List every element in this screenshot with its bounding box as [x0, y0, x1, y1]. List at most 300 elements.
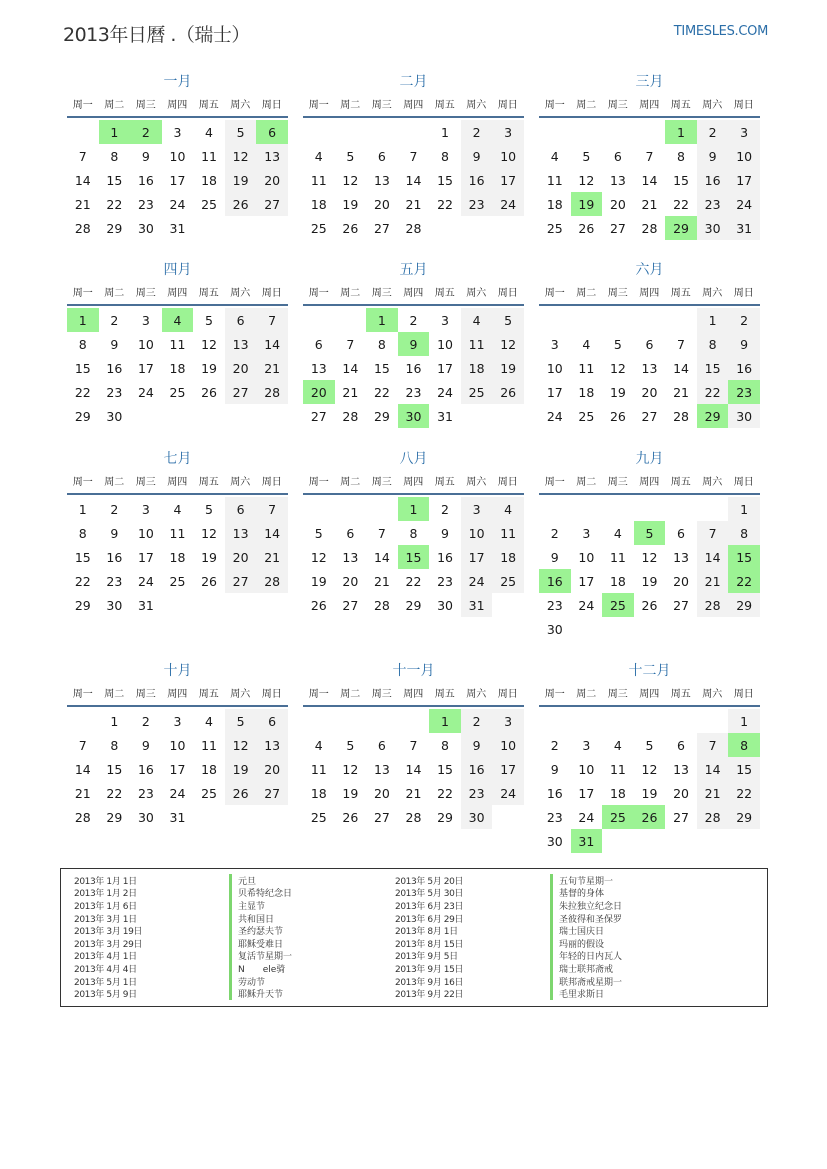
day-cell[interactable]: 28: [405, 809, 422, 825]
day-cell[interactable]: 23: [546, 809, 563, 825]
day-cell[interactable]: 17: [546, 384, 563, 400]
day-cell[interactable]: 13: [673, 761, 689, 777]
day-cell[interactable]: 30: [106, 408, 123, 424]
day-cell[interactable]: 7: [78, 148, 87, 164]
day-cell[interactable]: 21: [342, 384, 359, 400]
day-cell[interactable]: 16: [461, 168, 493, 192]
day-cell[interactable]: 20: [373, 196, 390, 212]
day-cell[interactable]: 3: [141, 312, 150, 328]
day-cell[interactable]: 22: [74, 384, 91, 400]
day-cell[interactable]: 17: [728, 168, 760, 192]
day-cell[interactable]: 20: [673, 785, 689, 801]
day-cell[interactable]: 31: [437, 408, 453, 424]
day-cell[interactable]: 16: [137, 761, 154, 777]
day-cell[interactable]: 14: [405, 172, 422, 188]
day-cell[interactable]: 18: [546, 196, 563, 212]
day-cell[interactable]: 10: [137, 336, 154, 352]
day-cell[interactable]: 10: [728, 144, 760, 168]
day-cell[interactable]: 2: [728, 308, 760, 332]
day-cell[interactable]: 30: [546, 621, 563, 637]
day-cell[interactable]: 5: [205, 501, 213, 517]
day-cell[interactable]: 4: [314, 148, 323, 164]
day-cell[interactable]: 12: [342, 761, 359, 777]
day-cell[interactable]: 8: [728, 521, 760, 545]
day-cell[interactable]: 6: [225, 497, 257, 521]
day-cell[interactable]: 10: [578, 761, 595, 777]
day-cell[interactable]: 11: [609, 549, 626, 565]
day-cell[interactable]: 27: [256, 192, 288, 216]
day-cell[interactable]: 22: [728, 569, 760, 593]
day-cell[interactable]: 1: [665, 120, 697, 144]
day-cell[interactable]: 25: [578, 408, 595, 424]
day-cell[interactable]: 16: [106, 360, 123, 376]
day-cell[interactable]: 5: [314, 525, 323, 541]
day-cell[interactable]: 11: [169, 336, 186, 352]
day-cell[interactable]: 19: [609, 384, 626, 400]
day-cell[interactable]: 17: [578, 573, 595, 589]
day-cell[interactable]: 28: [342, 408, 359, 424]
day-cell[interactable]: 17: [437, 360, 453, 376]
day-cell[interactable]: 8: [728, 733, 760, 757]
day-cell[interactable]: 23: [405, 384, 422, 400]
day-cell[interactable]: 11: [201, 148, 217, 164]
day-cell[interactable]: 26: [310, 597, 327, 613]
day-cell[interactable]: 27: [673, 597, 689, 613]
day-cell[interactable]: 7: [256, 308, 288, 332]
day-cell[interactable]: 28: [373, 597, 390, 613]
day-cell[interactable]: 16: [539, 569, 571, 593]
day-cell[interactable]: 21: [405, 196, 422, 212]
day-cell[interactable]: 27: [310, 408, 327, 424]
day-cell[interactable]: 21: [373, 573, 390, 589]
day-cell[interactable]: 13: [225, 332, 257, 356]
day-cell[interactable]: 24: [437, 384, 453, 400]
day-cell[interactable]: 22: [673, 196, 689, 212]
day-cell[interactable]: 28: [673, 408, 689, 424]
day-cell[interactable]: 23: [106, 384, 123, 400]
day-cell[interactable]: 12: [578, 172, 595, 188]
day-cell[interactable]: 25: [201, 785, 217, 801]
day-cell[interactable]: 29: [74, 408, 91, 424]
day-cell[interactable]: 29: [106, 220, 123, 236]
day-cell[interactable]: 7: [256, 497, 288, 521]
day-cell[interactable]: 3: [582, 525, 591, 541]
day-cell[interactable]: 20: [256, 168, 288, 192]
day-cell[interactable]: 6: [377, 737, 386, 753]
day-cell[interactable]: 24: [137, 384, 154, 400]
day-cell[interactable]: 24: [137, 573, 154, 589]
day-cell[interactable]: 23: [461, 781, 493, 805]
day-cell[interactable]: 6: [677, 525, 685, 541]
day-cell[interactable]: 7: [697, 521, 729, 545]
day-cell[interactable]: 22: [697, 380, 729, 404]
day-cell[interactable]: 10: [546, 360, 563, 376]
day-cell[interactable]: 30: [461, 805, 493, 829]
day-cell[interactable]: 23: [546, 597, 563, 613]
day-cell[interactable]: 2: [409, 312, 418, 328]
day-cell[interactable]: 15: [74, 360, 91, 376]
day-cell[interactable]: 21: [256, 545, 288, 569]
day-cell[interactable]: 26: [342, 809, 359, 825]
day-cell[interactable]: 3: [492, 120, 524, 144]
day-cell[interactable]: 3: [728, 120, 760, 144]
day-cell[interactable]: 2: [550, 737, 559, 753]
day-cell[interactable]: 3: [141, 501, 150, 517]
day-cell[interactable]: 14: [697, 545, 729, 569]
day-cell[interactable]: 11: [310, 172, 327, 188]
day-cell[interactable]: 14: [373, 549, 390, 565]
day-cell[interactable]: 12: [201, 525, 217, 541]
day-cell[interactable]: 22: [373, 384, 390, 400]
day-cell[interactable]: 18: [609, 573, 626, 589]
day-cell[interactable]: 21: [74, 196, 91, 212]
day-cell[interactable]: 3: [173, 124, 182, 140]
day-cell[interactable]: 12: [310, 549, 327, 565]
day-cell[interactable]: 12: [609, 360, 626, 376]
day-cell[interactable]: 9: [141, 737, 150, 753]
day-cell[interactable]: 17: [578, 785, 595, 801]
day-cell[interactable]: 8: [110, 737, 119, 753]
day-cell[interactable]: 31: [137, 597, 154, 613]
day-cell[interactable]: 20: [373, 785, 390, 801]
day-cell[interactable]: 14: [256, 332, 288, 356]
day-cell[interactable]: 13: [609, 172, 626, 188]
day-cell[interactable]: 16: [137, 172, 154, 188]
day-cell[interactable]: 15: [398, 545, 430, 569]
day-cell[interactable]: 26: [578, 220, 595, 236]
day-cell[interactable]: 15: [673, 172, 689, 188]
day-cell[interactable]: 19: [225, 168, 257, 192]
day-cell[interactable]: 30: [106, 597, 123, 613]
day-cell[interactable]: 9: [110, 336, 119, 352]
day-cell[interactable]: 24: [728, 192, 760, 216]
day-cell[interactable]: 5: [225, 709, 257, 733]
day-cell[interactable]: 2: [141, 713, 150, 729]
day-cell[interactable]: 5: [346, 737, 355, 753]
day-cell[interactable]: 24: [578, 597, 595, 613]
day-cell[interactable]: 19: [342, 196, 359, 212]
day-cell[interactable]: 29: [74, 597, 91, 613]
day-cell[interactable]: 14: [74, 761, 91, 777]
day-cell[interactable]: 16: [106, 549, 123, 565]
day-cell[interactable]: 31: [461, 593, 493, 617]
day-cell[interactable]: 15: [437, 761, 453, 777]
day-cell[interactable]: 18: [578, 384, 595, 400]
day-cell[interactable]: 1: [429, 709, 461, 733]
day-cell[interactable]: 10: [461, 521, 493, 545]
day-cell[interactable]: 17: [492, 757, 524, 781]
day-cell[interactable]: 26: [225, 781, 257, 805]
day-cell[interactable]: 26: [641, 597, 658, 613]
day-cell[interactable]: 15: [106, 172, 123, 188]
day-cell[interactable]: 8: [441, 148, 449, 164]
day-cell[interactable]: 10: [492, 144, 524, 168]
day-cell[interactable]: 23: [137, 785, 154, 801]
day-cell[interactable]: 28: [74, 220, 91, 236]
day-cell[interactable]: 10: [437, 336, 453, 352]
day-cell[interactable]: 24: [546, 408, 563, 424]
day-cell[interactable]: 26: [342, 220, 359, 236]
day-cell[interactable]: 13: [373, 761, 390, 777]
day-cell[interactable]: 15: [373, 360, 390, 376]
day-cell[interactable]: 2: [441, 501, 449, 517]
day-cell[interactable]: 3: [173, 713, 182, 729]
day-cell[interactable]: 22: [74, 573, 91, 589]
day-cell[interactable]: 4: [613, 737, 622, 753]
day-cell[interactable]: 4: [461, 308, 493, 332]
day-cell[interactable]: 19: [201, 360, 217, 376]
day-cell[interactable]: 25: [310, 220, 327, 236]
day-cell[interactable]: 6: [346, 525, 355, 541]
day-cell[interactable]: 21: [405, 785, 422, 801]
day-cell[interactable]: 22: [106, 785, 123, 801]
day-cell[interactable]: 1: [697, 308, 729, 332]
day-cell[interactable]: 7: [78, 737, 87, 753]
day-cell[interactable]: 4: [173, 501, 182, 517]
day-cell[interactable]: 9: [441, 525, 449, 541]
day-cell[interactable]: 18: [201, 761, 217, 777]
day-cell[interactable]: 12: [225, 144, 257, 168]
day-cell[interactable]: 20: [256, 757, 288, 781]
day-cell[interactable]: 2: [697, 120, 729, 144]
day-cell[interactable]: 26: [201, 384, 217, 400]
day-cell[interactable]: 1: [728, 497, 760, 521]
day-cell[interactable]: 24: [578, 809, 595, 825]
day-cell[interactable]: 25: [602, 805, 634, 829]
day-cell[interactable]: 9: [550, 761, 559, 777]
day-cell[interactable]: 10: [169, 737, 186, 753]
day-cell[interactable]: 26: [225, 192, 257, 216]
day-cell[interactable]: 29: [437, 809, 453, 825]
day-cell[interactable]: 25: [492, 569, 524, 593]
day-cell[interactable]: 19: [201, 549, 217, 565]
day-cell[interactable]: 9: [398, 332, 430, 356]
day-cell[interactable]: 9: [461, 144, 493, 168]
day-cell[interactable]: 11: [609, 761, 626, 777]
day-cell[interactable]: 13: [225, 521, 257, 545]
day-cell[interactable]: 1: [366, 308, 398, 332]
day-cell[interactable]: 24: [492, 781, 524, 805]
day-cell[interactable]: 11: [546, 172, 563, 188]
day-cell[interactable]: 10: [578, 549, 595, 565]
day-cell[interactable]: 16: [437, 549, 453, 565]
day-cell[interactable]: 13: [310, 360, 327, 376]
day-cell[interactable]: 29: [697, 404, 729, 428]
day-cell[interactable]: 9: [550, 549, 559, 565]
day-cell[interactable]: 6: [377, 148, 386, 164]
day-cell[interactable]: 1: [728, 709, 760, 733]
day-cell[interactable]: 13: [641, 360, 658, 376]
day-cell[interactable]: 17: [137, 360, 154, 376]
day-cell[interactable]: 6: [256, 709, 288, 733]
day-cell[interactable]: 8: [377, 336, 386, 352]
day-cell[interactable]: 19: [492, 356, 524, 380]
day-cell[interactable]: 17: [169, 761, 186, 777]
day-cell[interactable]: 28: [405, 220, 422, 236]
day-cell[interactable]: 18: [461, 356, 493, 380]
day-cell[interactable]: 28: [697, 805, 729, 829]
day-cell[interactable]: 23: [437, 573, 453, 589]
day-cell[interactable]: 12: [641, 549, 658, 565]
day-cell[interactable]: 28: [256, 380, 288, 404]
day-cell[interactable]: 27: [225, 380, 257, 404]
day-cell[interactable]: 24: [169, 196, 186, 212]
day-cell[interactable]: 15: [437, 172, 453, 188]
day-cell[interactable]: 1: [67, 308, 99, 332]
day-cell[interactable]: 16: [405, 360, 422, 376]
day-cell[interactable]: 14: [697, 757, 729, 781]
day-cell[interactable]: 6: [314, 336, 323, 352]
day-cell[interactable]: 17: [492, 168, 524, 192]
day-cell[interactable]: 31: [169, 220, 186, 236]
day-cell[interactable]: 21: [697, 569, 729, 593]
day-cell[interactable]: 3: [492, 709, 524, 733]
day-cell[interactable]: 6: [256, 120, 288, 144]
day-cell[interactable]: 5: [634, 521, 666, 545]
day-cell[interactable]: 2: [110, 501, 119, 517]
day-cell[interactable]: 16: [461, 757, 493, 781]
day-cell[interactable]: 21: [74, 785, 91, 801]
day-cell[interactable]: 20: [609, 196, 626, 212]
day-cell[interactable]: 2: [110, 312, 119, 328]
day-cell[interactable]: 28: [74, 809, 91, 825]
day-cell[interactable]: 3: [461, 497, 493, 521]
day-cell[interactable]: 18: [169, 549, 186, 565]
day-cell[interactable]: 30: [437, 597, 453, 613]
day-cell[interactable]: 15: [728, 757, 760, 781]
day-cell[interactable]: 30: [398, 404, 430, 428]
day-cell[interactable]: 28: [697, 593, 729, 617]
day-cell[interactable]: 11: [578, 360, 595, 376]
day-cell[interactable]: 21: [673, 384, 689, 400]
day-cell[interactable]: 5: [613, 336, 622, 352]
day-cell[interactable]: 30: [137, 220, 154, 236]
day-cell[interactable]: 6: [613, 148, 622, 164]
day-cell[interactable]: 11: [310, 761, 327, 777]
day-cell[interactable]: 10: [492, 733, 524, 757]
day-cell[interactable]: 20: [225, 545, 257, 569]
day-cell[interactable]: 14: [405, 761, 422, 777]
day-cell[interactable]: 24: [169, 785, 186, 801]
day-cell[interactable]: 25: [169, 384, 186, 400]
day-cell[interactable]: 4: [582, 336, 591, 352]
day-cell[interactable]: 13: [673, 549, 689, 565]
day-cell[interactable]: 7: [409, 737, 418, 753]
day-cell[interactable]: 4: [314, 737, 323, 753]
day-cell[interactable]: 29: [728, 805, 760, 829]
day-cell[interactable]: 22: [437, 196, 453, 212]
day-cell[interactable]: 25: [602, 593, 634, 617]
day-cell[interactable]: 12: [641, 761, 658, 777]
day-cell[interactable]: 15: [697, 356, 729, 380]
day-cell[interactable]: 15: [728, 545, 760, 569]
day-cell[interactable]: 4: [205, 713, 213, 729]
day-cell[interactable]: 5: [582, 148, 591, 164]
day-cell[interactable]: 23: [697, 192, 729, 216]
day-cell[interactable]: 25: [546, 220, 563, 236]
day-cell[interactable]: 24: [461, 569, 493, 593]
day-cell[interactable]: 25: [169, 573, 186, 589]
day-cell[interactable]: 18: [201, 172, 217, 188]
day-cell[interactable]: 21: [697, 781, 729, 805]
day-cell[interactable]: 23: [137, 196, 154, 212]
day-cell[interactable]: 7: [409, 148, 418, 164]
day-cell[interactable]: 13: [342, 549, 359, 565]
day-cell[interactable]: 11: [492, 521, 524, 545]
day-cell[interactable]: 26: [634, 805, 666, 829]
day-cell[interactable]: 11: [201, 737, 217, 753]
day-cell[interactable]: 7: [645, 148, 654, 164]
day-cell[interactable]: 9: [141, 148, 150, 164]
day-cell[interactable]: 20: [673, 573, 689, 589]
day-cell[interactable]: 7: [377, 525, 386, 541]
day-cell[interactable]: 4: [162, 308, 194, 332]
day-cell[interactable]: 12: [492, 332, 524, 356]
day-cell[interactable]: 9: [697, 144, 729, 168]
day-cell[interactable]: 10: [137, 525, 154, 541]
day-cell[interactable]: 14: [74, 172, 91, 188]
day-cell[interactable]: 22: [106, 196, 123, 212]
day-cell[interactable]: 8: [110, 148, 119, 164]
day-cell[interactable]: 29: [665, 216, 697, 240]
day-cell[interactable]: 1: [110, 713, 119, 729]
day-cell[interactable]: 27: [256, 781, 288, 805]
day-cell[interactable]: 18: [492, 545, 524, 569]
day-cell[interactable]: 16: [546, 785, 563, 801]
day-cell[interactable]: 27: [641, 408, 658, 424]
day-cell[interactable]: 7: [346, 336, 355, 352]
day-cell[interactable]: 16: [728, 356, 760, 380]
day-cell[interactable]: 18: [310, 785, 327, 801]
day-cell[interactable]: 15: [74, 549, 91, 565]
day-cell[interactable]: 19: [225, 757, 257, 781]
day-cell[interactable]: 13: [373, 172, 390, 188]
day-cell[interactable]: 19: [310, 573, 327, 589]
day-cell[interactable]: 18: [169, 360, 186, 376]
day-cell[interactable]: 23: [106, 573, 123, 589]
day-cell[interactable]: 18: [609, 785, 626, 801]
day-cell[interactable]: 27: [673, 809, 689, 825]
day-cell[interactable]: 28: [641, 220, 658, 236]
day-cell[interactable]: 19: [342, 785, 359, 801]
day-cell[interactable]: 3: [582, 737, 591, 753]
day-cell[interactable]: 26: [609, 408, 626, 424]
day-cell[interactable]: 23: [728, 380, 760, 404]
day-cell[interactable]: 30: [728, 404, 760, 428]
day-cell[interactable]: 22: [405, 573, 422, 589]
day-cell[interactable]: 14: [342, 360, 359, 376]
day-cell[interactable]: 3: [441, 312, 449, 328]
day-cell[interactable]: 2: [550, 525, 559, 541]
day-cell[interactable]: 29: [405, 597, 422, 613]
day-cell[interactable]: 27: [342, 597, 359, 613]
day-cell[interactable]: 30: [137, 809, 154, 825]
day-cell[interactable]: 19: [641, 785, 658, 801]
day-cell[interactable]: 23: [461, 192, 493, 216]
day-cell[interactable]: 13: [256, 144, 288, 168]
day-cell[interactable]: 4: [550, 148, 559, 164]
day-cell[interactable]: 7: [697, 733, 729, 757]
day-cell[interactable]: 20: [342, 573, 359, 589]
day-cell[interactable]: 12: [225, 733, 257, 757]
day-cell[interactable]: 25: [310, 809, 327, 825]
day-cell[interactable]: 1: [441, 124, 449, 140]
day-cell[interactable]: 27: [373, 809, 390, 825]
day-cell[interactable]: 27: [609, 220, 626, 236]
day-cell[interactable]: 1: [78, 501, 87, 517]
day-cell[interactable]: 8: [677, 148, 685, 164]
day-cell[interactable]: 22: [728, 781, 760, 805]
